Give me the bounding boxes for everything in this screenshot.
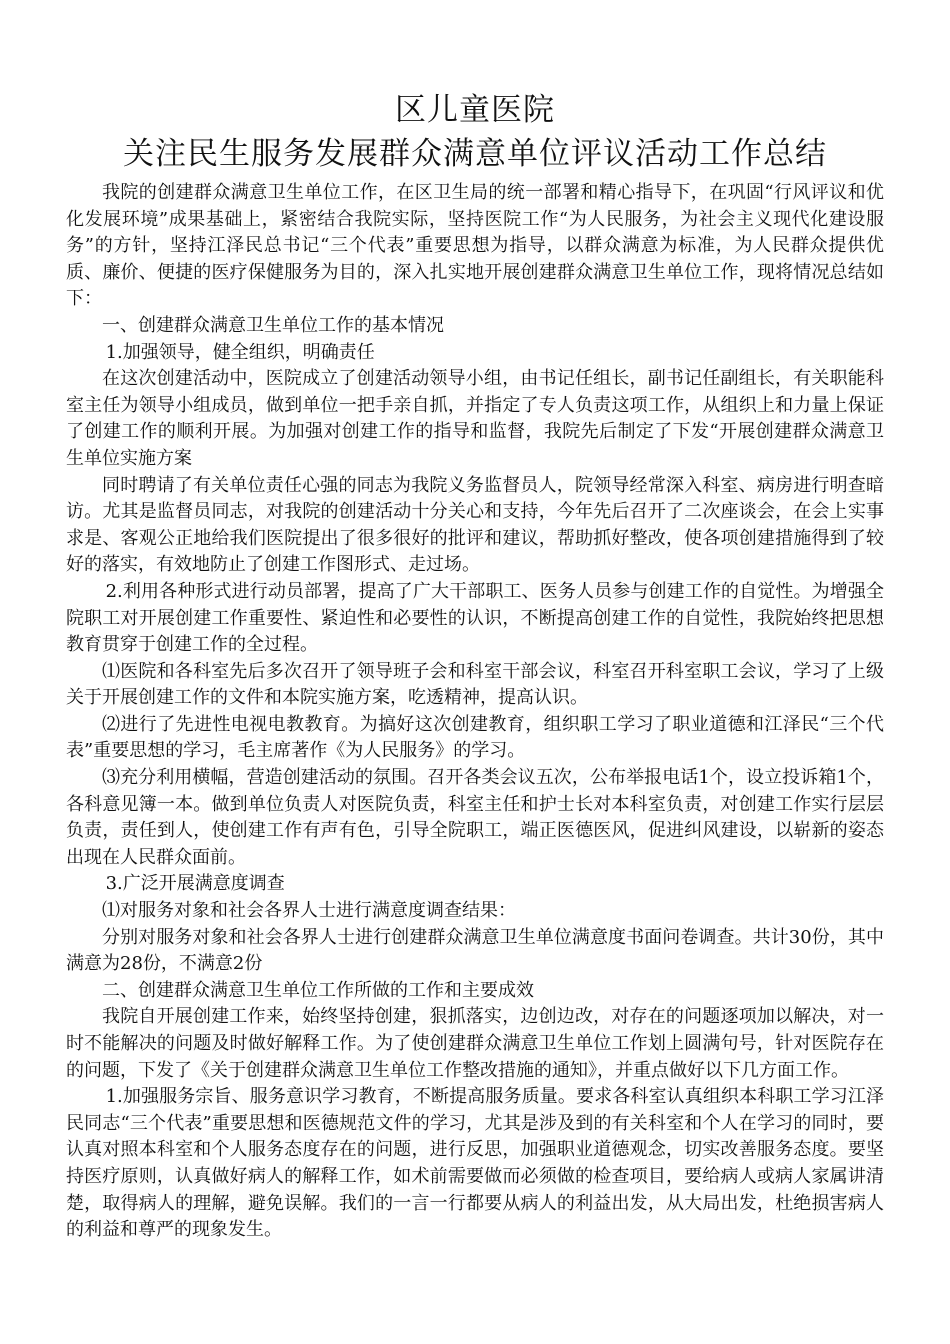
list-item: ⑶充分利用横幅，营造创建活动的氛围。召开各类会议五次，公布举报电话1个，设立投诉箱1个，各科意见簿一本。做到单位负责人对医院负责，科室主任和护士长对本科室负责，对创建工作实行层层负责，责任到人，使创建工作有声有色，引导全院职工，端正医德医风，促进纠风建设，以崭新的姿态出现在人民群众面前。: [66, 767, 884, 868]
body-paragraph: 分别对服务对象和社会各界人士进行创建群众满意卫生单位满意度书面问卷调查。共计30份，其中满意为28份，不满意2份: [66, 926, 884, 975]
body-paragraph: 在这次创建活动中，医院成立了创建活动领导小组，由书记任组长，副书记任副组长，有关职能科室主任为领导小组成员，做到单位一把手亲自抓，并指定了专人负责这项工作，从组织上和力量上保证了创建工作的顺利开展。为加强对创建工作的指导和监督，我院先后制定了下发“开展创建群众满意卫生单位实施方案: [66, 368, 884, 469]
list-item: ⑴医院和各科室先后多次召开了领导班子会和科室干部会议，科室召开科室职工会议，学习了上级关于开展创建工作的文件和本院实施方案，吃透精神，提高认识。: [66, 660, 884, 709]
subheading-1-1: 1.加强领导，健全组织，明确责任: [105, 341, 375, 363]
section-heading-1: 一、创建群众满意卫生单位工作的基本情况: [102, 314, 444, 336]
intro-paragraph: 我院的创建群众满意卫生单位工作，在区卫生局的统一部署和精心指导下，在巩固“行风评议和优化发展环境”成果基础上，紧密结合我院实际，坚持医院工作“为人民服务，为社会主义现代化建设服务”的方针，坚持江泽民总书记“三个代表”重要思想为指导，以群众满意为标准，为人民群众提供优质、廉价、便捷的医疗保健服务为目的，深入扎实地开展创建群众满意卫生单位工作，现将情况总结如下：: [66, 182, 884, 310]
document-title-line1: 区儿童医院: [395, 92, 555, 128]
document-body: [66, 180, 884, 1244]
list-item: ⑵进行了先进性电视电教教育。为搞好这次创建教育，组织职工学习了职业道德和江泽民“三个代表”重要思想的学习，毛主席著作《为人民服务》的学习。: [66, 713, 884, 762]
subheading-1-2: 2.利用各种形式进行动员部署，提高了广大干部职工、医务人员参与创建工作的自觉性。为增强全院职工对开展创建工作重要性、紧迫性和必要性的认识，不断提高创建工作的自觉性，我院始终把思想教育贯穿于创建工作的全过程。: [66, 580, 884, 656]
list-item: ⑴对服务对象和社会各界人士进行满意度调查结果：: [102, 900, 516, 922]
body-paragraph: 1.加强服务宗旨、服务意识学习教育，不断提高服务质量。要求各科室认真组织本科职工学习江泽民同志“三个代表”重要思想和医德规范文件的学习，尤其是涉及到的有关科室和个人在学习的同时，要认真对照本科室和个人服务态度存在的问题，进行反思，加强职业道德观念，切实改善服务态度。要坚持医疗原则，认真做好病人的解释工作，如术前需要做而必须做的检查项目，要给病人或病人家属讲清楚，取得病人的理解，避免误解。我们的一言一行都要从病人的利益出发，从大局出发，杜绝损害病人的利益和尊严的现象发生。: [66, 1086, 884, 1241]
section-heading-2: 二、创建群众满意卫生单位工作所做的工作和主要成效: [102, 979, 534, 1001]
subheading-1-3: 3.广泛开展满意度调查: [105, 873, 285, 895]
body-paragraph: 我院自开展创建工作来，始终坚持创建，狠抓落实，边创边改，对存在的问题逐项加以解决，对一时不能解决的问题及时做好解释工作。为了使创建群众满意卫生单位工作划上圆满句号，针对医院存在的问题，下发了《关于创建群众满意卫生单位工作整改措施的通知》，并重点做好以下几方面工作。: [66, 1006, 884, 1081]
body-paragraph: 同时聘请了有关单位责任心强的同志为我院义务监督员人，院领导经常深入科室、病房进行明查暗访。尤其是监督员同志，对我院的创建活动十分关心和支持，今年先后召开了二次座谈会，在会上实事求是、客观公正地给我们医院提出了很多很好的批评和建议，帮助抓好整改，使各项创建措施得到了较好的落实，有效地防止了创建工作图形式、走过场。: [66, 474, 884, 576]
document-page: [66, 88, 884, 1244]
document-title-line2: 关注民生服务发展群众满意单位评议活动工作总结: [123, 136, 827, 172]
